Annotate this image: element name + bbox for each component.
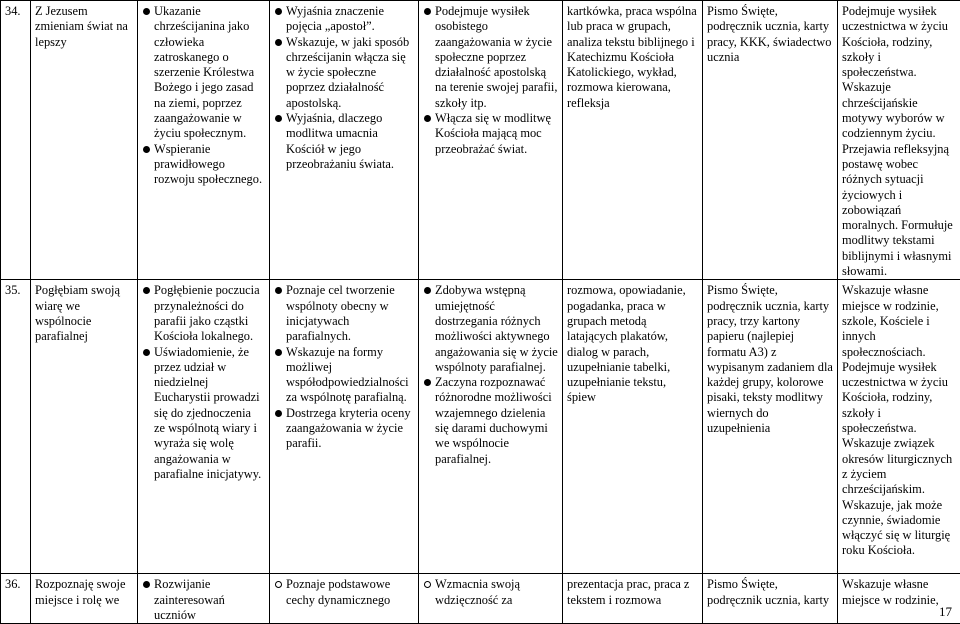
effects-cell: Wskazuje własne miejsce w rodzinie,	[838, 574, 960, 624]
table-row	[1, 574, 960, 624]
lesson-number: 35.	[1, 280, 31, 574]
lesson-number: 34.	[1, 1, 31, 280]
effects-cell: Podejmuje wysiłek uczestnictwa w życiu Kościoła, rodziny, szkoły i społeczeństwa. Wskazuje chrześcijańskie motywy wyborów w codziennym życiu. Przejawia refleksyjną postawę wobec różnych sytuacji życiowych i zobowiązań moralnych. Formułuje modlitwy tekstami biblijnymi i własnymi słowami.	[838, 1, 960, 280]
bullet-item: Poznaje cel tworzenie wspólnoty obecny w inicjatywach parafialnych.	[274, 283, 414, 344]
bullet-item: Wzmacnia swoją wdzięczność za	[423, 577, 558, 608]
goals-cell	[270, 574, 419, 624]
methods-cell: prezentacja prac, praca z tekstem i rozmowa	[563, 574, 703, 624]
goals-cell	[270, 280, 419, 574]
bullet-item: Włącza się w modlitwę Kościoła mającą moc przeobrażać świat.	[423, 111, 558, 157]
requirements-cell	[138, 280, 270, 574]
bullet-item: Poznaje podstawowe cechy dynamicznego	[274, 577, 414, 608]
requirements-cell	[138, 574, 270, 624]
means-cell: Pismo Święte, podręcznik ucznia, karty	[703, 574, 838, 624]
bullet-item: Wyjaśnia, dlaczego modlitwa umacnia Kościół w jego przeobrażaniu świata.	[274, 111, 414, 172]
bullet-item: Wskazuje na formy możliwej współodpowiedzialności za wspólnotę parafialną.	[274, 345, 414, 406]
lesson-number: 36.	[1, 574, 31, 624]
methods-cell: kartkówka, praca wspólna lub praca w grupach, analiza tekstu biblijnego i Katechizmu Kościoła Katolickiego, wykład, rozmowa kierowana, refleksja	[563, 1, 703, 280]
attitudes-cell	[419, 574, 563, 624]
bullet-item: Uświadomienie, że przez udział w niedzielnej Eucharystii prowadzi się do zjednoczenia ze wspólnotą wiary i wyraża się wolę angażowania w parafialne inicjatywy.	[142, 345, 265, 483]
means-cell: Pismo Święte, podręcznik ucznia, karty pracy, trzy kartony papieru (najlepiej formatu A3) z wypisanym zadaniem dla każdej grupy, kolorowe pisaki, teksty modlitwy wiernych do uzupełnienia	[703, 280, 838, 574]
bullet-item: Zdobywa wstępną umiejętność dostrzegania różnych możliwości aktywnego angażowania się w życie wspólnoty parafialnej.	[423, 283, 558, 375]
bullet-item: Zaczyna rozpoznawać różnorodne możliwości wzajemnego dzielenia się darami duchowymi we wspólnocie parafialnej.	[423, 375, 558, 467]
lesson-topic: Rozpoznaję swoje miejsce i rolę we	[31, 574, 138, 624]
lesson-topic: Pogłębiam swoją wiarę we wspólnocie parafialnej	[31, 280, 138, 574]
bullet-item: Ukazanie chrześcijanina jako człowieka zatroskanego o szerzenie Królestwa Bożego i jego zasad na ziemi, poprzez zaangażowanie w życiu społecznym.	[142, 4, 265, 142]
table-row	[1, 1, 960, 280]
page-number: 17	[939, 604, 952, 620]
bullet-item: Dostrzega kryteria oceny zaangażowania w życie parafii.	[274, 406, 414, 452]
bullet-item: Wspieranie prawidłowego rozwoju społecznego.	[142, 142, 265, 188]
effects-cell: Wskazuje własne miejsce w rodzinie, szkole, Kościele i innych społecznościach. Podejmuje wysiłek uczestnictwa w życiu Kościoła, rodziny, szkoły i społeczeństwa. Wskazuje związek okresów liturgicznych z życiem chrześcijańskim. Wskazuje, jak może czynnie, świadomie włączyć się w liturgię roku Kościoła.	[838, 280, 960, 574]
methods-cell: rozmowa, opowiadanie, pogadanka, praca w grupach metodą latających plakatów, dialog w parach, uzupełnianie tabelki, uzupełnianie tekstu, śpiew	[563, 280, 703, 574]
bullet-item: Wyjaśnia znaczenie pojęcia „apostoł”.	[274, 4, 414, 35]
table-row	[1, 280, 960, 574]
bullet-item: Rozwijanie zainteresowań uczniów	[142, 577, 265, 623]
attitudes-cell	[419, 280, 563, 574]
means-cell: Pismo Święte, podręcznik ucznia, karty pracy, KKK, świadectwo ucznia	[703, 1, 838, 280]
bullet-item: Wskazuje, w jaki sposób chrześcijanin włącza się w życie społeczne poprzez działalność apostolską.	[274, 35, 414, 111]
lesson-topic: Z Jezusem zmieniam świat na lepszy	[31, 1, 138, 280]
goals-cell	[270, 1, 419, 280]
attitudes-cell	[419, 1, 563, 280]
requirements-cell	[138, 1, 270, 280]
bullet-item: Pogłębienie poczucia przynależności do parafii jako cząstki Kościoła lokalnego.	[142, 283, 265, 344]
bullet-item: Podejmuje wysiłek osobistego zaangażowania w życie społeczne poprzez działalność apostolską na terenie swojej parafii, szkoły itp.	[423, 4, 558, 111]
